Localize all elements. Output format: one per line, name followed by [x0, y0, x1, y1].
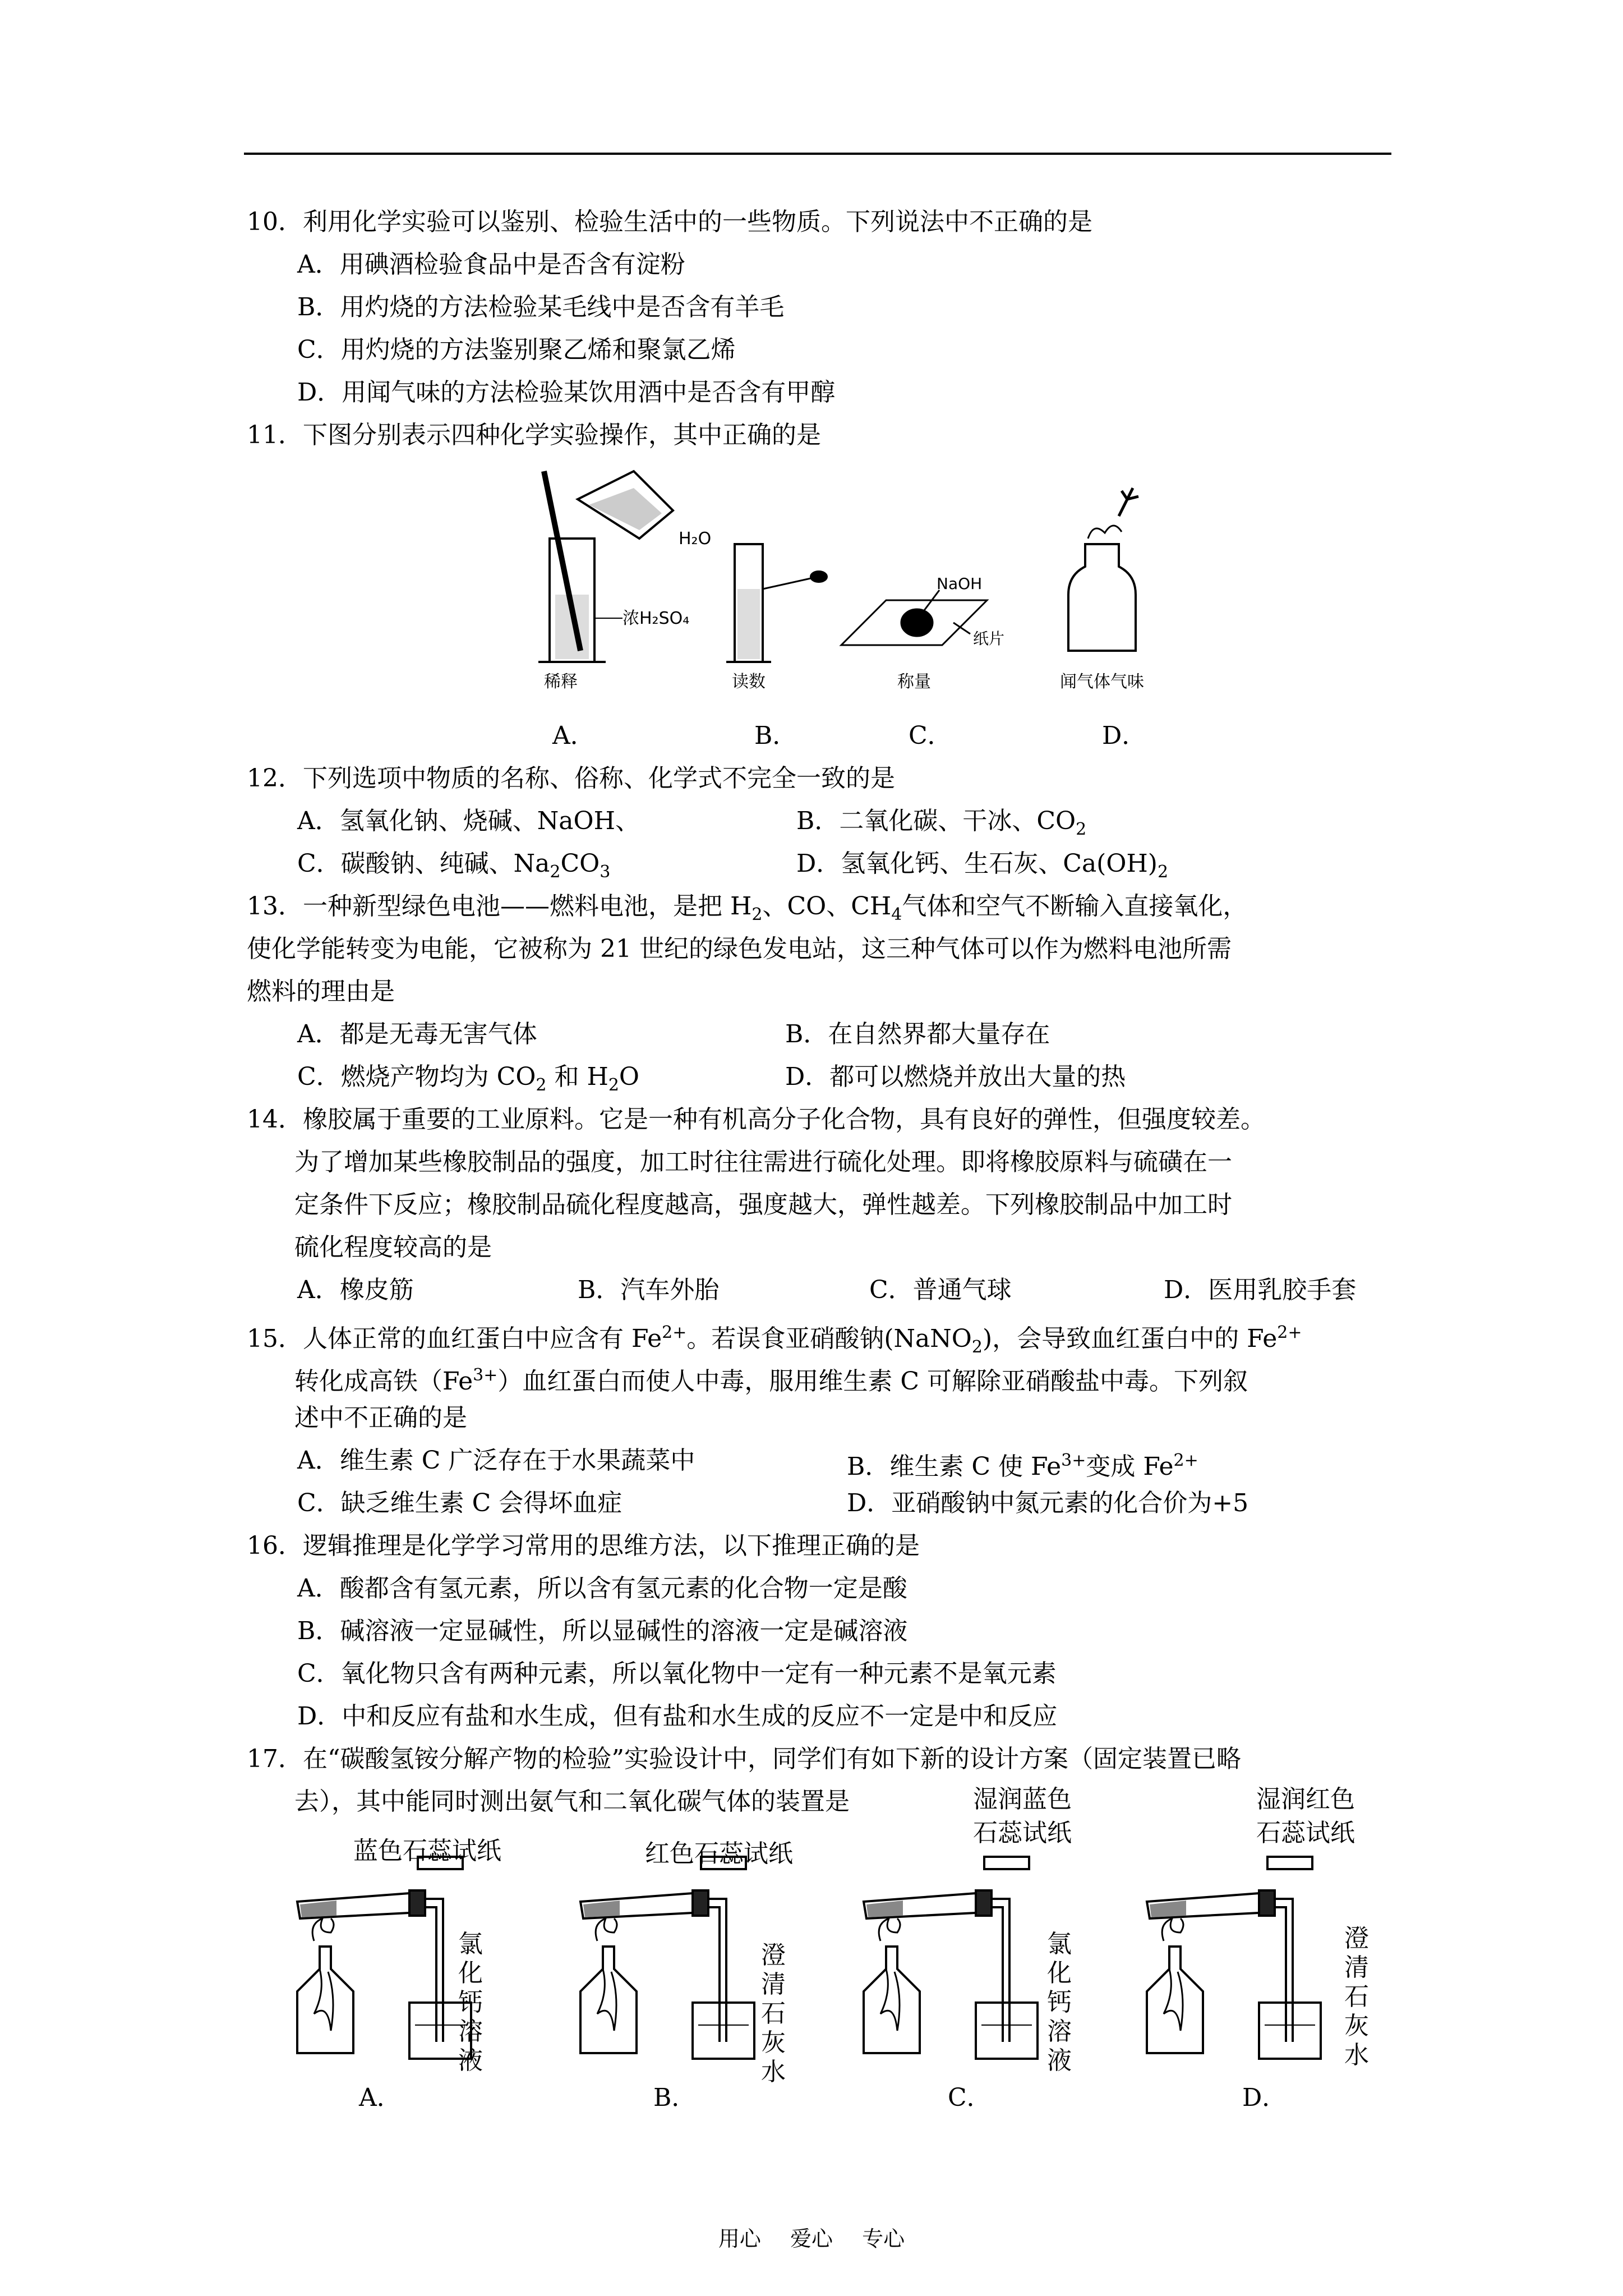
test-paper-c	[984, 1857, 1029, 1869]
q15-line-1: 15．人体正常的血红蛋白中应含有 $Fe^{2+}$。若误食亚硝酸钠(NaNO$_2$)，会导致血红蛋白中的 $Fe^{2+}$	[247, 1323, 1302, 1357]
q15-option-c: C．缺乏维生素 C 会得坏血症	[297, 1489, 623, 1517]
q11-option-a: A．	[552, 721, 595, 750]
q15-line-3: 述中不正确的是	[294, 1404, 467, 1432]
q10-stem: 10．利用化学实验可以鉴别、检验生活中的一些物质。下列说法中不正确的是	[247, 208, 1092, 236]
q15-line-2: 转化成高铁$(Fe^{3+})$血红蛋白而使人中毒，服用维生素 C 可解除亚硝酸盐中毒。下列叙	[294, 1365, 1248, 1396]
q13-line-1: 13．一种新型绿色电池——燃料电池，是把 $H_2$、CO、$CH_4$气体和空气不断输入直接氧化，	[247, 892, 1248, 924]
q14-option-d: D．医用乳胶手套	[1164, 1276, 1357, 1304]
q14-line-4: 硫化程度较高的是	[294, 1233, 492, 1262]
caption-smelling: 闻气体气味	[1060, 672, 1144, 692]
label-paper-a: 蓝色石蕊试纸	[353, 1837, 501, 1865]
label-paper-c-line1: 湿润蓝色	[973, 1785, 1072, 1814]
q14-option-b: B．汽车外胎	[578, 1276, 720, 1304]
q10-option-a: A．用碘酒检验食品中是否含有淀粉	[297, 250, 685, 279]
q14-option-c: C．普通气球	[869, 1276, 1012, 1304]
q16-stem: 16．逻辑推理是化学学习常用的思维方法，以下推理正确的是	[247, 1531, 920, 1560]
q11-option-d: D．	[1102, 721, 1147, 750]
q17-option-d: D．	[1242, 2083, 1287, 2112]
label-liquid-a: 氯化钙溶液	[458, 1930, 483, 2075]
label-liquid-d: 澄清石灰水	[1344, 1924, 1369, 2069]
caption-reading: 读数	[732, 672, 766, 692]
header-rule	[244, 153, 1391, 155]
label-paper: 纸片	[973, 629, 1005, 648]
label-h2o: H₂O	[679, 529, 712, 549]
q10-option-b: B．用灼烧的方法检验某毛线中是否含有羊毛	[297, 293, 785, 321]
q17-option-c: C．	[948, 2083, 992, 2112]
q14-line-3: 定条件下反应；橡胶制品硫化程度越高，强度越大，弹性越差。下列橡胶制品中加工时	[294, 1190, 1232, 1219]
q15-option-b: B．维生素 C 使 $Fe^{3+}$变成 $Fe^{2+}$	[847, 1451, 1198, 1481]
label-conc-acid: 浓H₂SO₄	[623, 609, 690, 628]
q15-option-a: A．维生素 C 广泛存在于水果蔬菜中	[297, 1446, 695, 1475]
q10-option-c: C．用灼烧的方法鉴别聚乙烯和聚氯乙烯	[297, 335, 736, 364]
q13-option-c: C．燃烧产物均为 $CO_2$ 和 $H_2O$	[297, 1062, 639, 1095]
q14-line-1: 14．橡胶属于重要的工业原料。它是一种有机高分子化合物，具有良好的弹性，但强度较差。	[247, 1105, 1265, 1134]
q12-option-a: A．氢氧化钠、烧碱、NaOH、	[297, 807, 640, 835]
figure-reading	[726, 544, 827, 662]
figure-weighing	[841, 590, 987, 645]
label-naoh: NaOH	[937, 574, 983, 593]
apparatus-b	[580, 1890, 754, 2059]
apparatus-c	[864, 1890, 1038, 2059]
label-paper-d-line1: 湿润红色	[1256, 1785, 1355, 1814]
label-liquid-b: 澄清石灰水	[761, 1941, 786, 2086]
q17-line-1: 17．在“碳酸氢铵分解产物的检验”实验设计中，同学们有如下新的设计方案（固定装置已略	[247, 1745, 1241, 1773]
label-liquid-c: 氯化钙溶液	[1047, 1930, 1072, 2075]
apparatus-a	[297, 1890, 471, 2059]
q16-option-a: A．酸都含有氢元素，所以含有氢元素的化合物一定是酸	[297, 1574, 907, 1603]
q17-line-2: 去），其中能同时测出氨气和二氧化碳气体的装置是	[294, 1787, 850, 1816]
q12-option-c: C．碳酸钠、纯碱、$Na_2CO_3$	[297, 849, 611, 882]
figure-dilution	[538, 471, 673, 662]
q11-option-b: B．	[754, 721, 797, 750]
label-paper-c-line2: 石蕊试纸	[973, 1819, 1072, 1847]
q16-option-b: B．碱溶液一定显碱性，所以显碱性的溶液一定是碱溶液	[297, 1617, 908, 1645]
q13-line-3: 燃料的理由是	[247, 977, 395, 1006]
figure-smelling	[1068, 488, 1138, 651]
q15-option-d: D．亚硝酸钠中氮元素的化合价为+5	[847, 1489, 1249, 1517]
page-footer: 用心 爱心 专心	[718, 2226, 905, 2251]
q17-option-b: B．	[653, 2083, 697, 2112]
q13-option-a: A．都是无毒无害气体	[297, 1020, 537, 1048]
q12-option-b: B．二氧化碳、干冰、$CO_2$	[796, 807, 1087, 839]
q11-option-c: C．	[909, 721, 952, 750]
q13-option-b: B．在自然界都大量存在	[785, 1020, 1050, 1048]
label-paper-d-line2: 石蕊试纸	[1256, 1819, 1355, 1847]
q13-line-2: 使化学能转变为电能，它被称为 21 世纪的绿色发电站，这三种气体可以作为燃料电池所需	[247, 935, 1232, 963]
q16-option-d: D．中和反应有盐和水生成，但有盐和水生成的反应不一定是中和反应	[297, 1702, 1058, 1731]
test-paper-d	[1267, 1857, 1312, 1869]
q11-figure	[505, 466, 1234, 701]
q17-figure	[275, 1834, 1408, 2104]
q12-option-d: D．氢氧化钙、生石灰、$Ca(OH)_2$	[796, 849, 1169, 882]
q12-stem: 12．下列选项中物质的名称、俗称、化学式不完全一致的是	[247, 764, 895, 793]
q14-line-2: 为了增加某些橡胶制品的强度，加工时往往需进行硫化处理。即将橡胶原料与硫磺在一	[294, 1148, 1232, 1176]
q13-option-d: D．都可以燃烧并放出大量的热	[785, 1062, 1126, 1091]
apparatus-d	[1147, 1890, 1321, 2059]
caption-weighing: 称量	[897, 672, 931, 692]
q14-option-a: A．橡皮筋	[297, 1276, 414, 1304]
q10-option-d: D．用闻气味的方法检验某饮用酒中是否含有甲醇	[297, 378, 836, 407]
q16-option-c: C．氧化物只含有两种元素，所以氧化物中一定有一种元素不是氧元素	[297, 1659, 1057, 1688]
q17-option-a: A．	[359, 2083, 402, 2112]
label-paper-b: 红色石蕊试纸	[645, 1839, 793, 1868]
caption-dilution: 稀释	[544, 672, 578, 692]
q11-stem: 11．下图分别表示四种化学实验操作，其中正确的是	[247, 421, 821, 449]
